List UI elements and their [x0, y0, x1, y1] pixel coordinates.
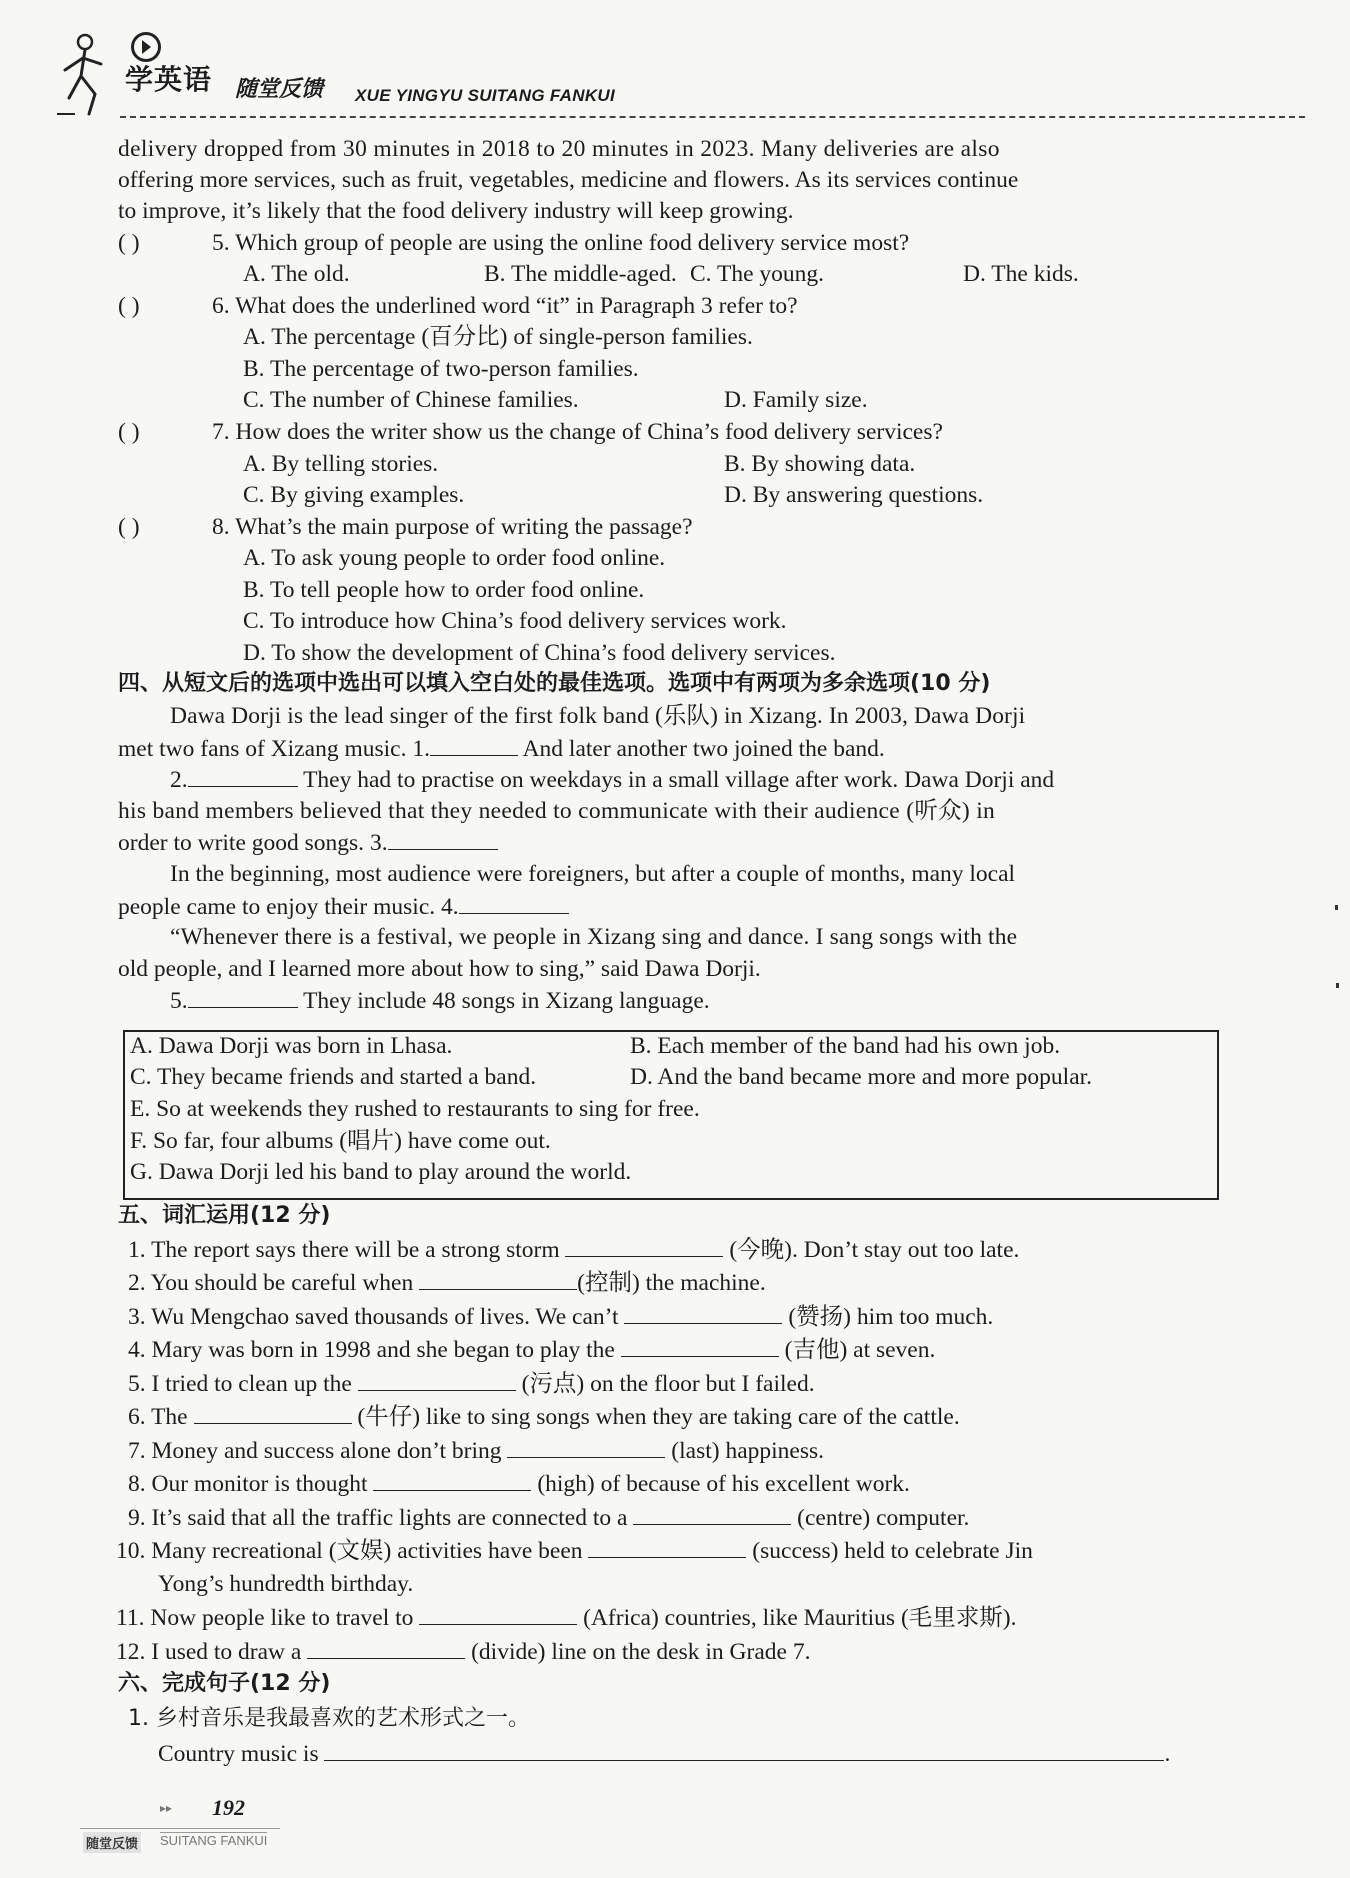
answer-blank[interactable]	[633, 1502, 791, 1525]
option: D. By answering questions.	[724, 482, 984, 508]
item-text: Now people like to travel to	[150, 1605, 414, 1631]
box-option: A. Dawa Dorji was born in Lhasa.	[130, 1033, 453, 1059]
item-text: (牛仔) like to sing songs when they are taking care of the cattle.	[357, 1404, 960, 1430]
item-text: (centre) computer.	[797, 1505, 970, 1531]
answer-paren[interactable]: ( )	[118, 230, 140, 256]
item-number: 4.	[128, 1337, 146, 1363]
section4-line-group	[118, 891, 569, 922]
passage-line: to improve, it’s likely that the food delivery industry will keep growing.	[118, 198, 794, 224]
footer-tag: 随堂反馈	[83, 1832, 141, 1853]
answer-blank[interactable]	[188, 764, 298, 787]
option: A. The old.	[243, 261, 350, 287]
item-text: (控制) the machine.	[577, 1270, 766, 1296]
section4-line: Dawa Dorji is the lead singer of the first folk band (乐队) in Xizang. In 2003, Dawa Dorji	[170, 703, 1026, 729]
item-text: Mary was born in 1998 and she began to play the	[151, 1337, 615, 1363]
item-text: Wu Mengchao saved thousands of lives. We can’t	[151, 1304, 619, 1330]
item-text: (今晚). Don’t stay out too late.	[729, 1237, 1020, 1263]
blank-number: 2.	[170, 767, 188, 793]
item-text: Money and success alone don’t bring	[151, 1438, 502, 1464]
section4-line: They had to practise on weekdays in a small village after work. Dawa Dorji and	[303, 767, 1055, 793]
item-text-cn: 1. 乡村音乐是我最喜欢的艺术形式之一。	[128, 1706, 530, 1731]
item-text: (吉他) at seven.	[784, 1337, 936, 1363]
footer-subtitle: SUITANG FANKUI	[160, 1833, 268, 1848]
box-option: D. And the band became more and more popular.	[630, 1064, 1093, 1090]
blank-number: 4.	[441, 894, 459, 920]
box-option: G. Dawa Dorji led his band to play around the world.	[130, 1159, 632, 1185]
option: A. To ask young people to order food online.	[243, 545, 666, 571]
header-title-cn: 学英语	[125, 63, 213, 96]
answer-paren[interactable]: ( )	[118, 293, 140, 319]
section4-line-group	[170, 764, 1054, 795]
item-number: 5.	[128, 1371, 146, 1397]
item-number: 1.	[128, 1237, 146, 1263]
answer-blank[interactable]	[419, 1602, 577, 1625]
answer-blank[interactable]	[419, 1267, 577, 1290]
section-title: 五、词汇运用(12 分)	[118, 1203, 331, 1228]
section4-line-group	[118, 733, 885, 764]
header-divider	[120, 116, 1305, 118]
item-text: (success) held to celebrate Jin	[752, 1538, 1033, 1564]
box-option: B. Each member of the band had his own job.	[630, 1033, 1061, 1059]
answer-paren[interactable]: ( )	[118, 419, 140, 445]
item-text: Country music is	[158, 1741, 319, 1767]
section4-line: “Whenever there is a festival, we people in Xizang sing and dance. I sang songs with the	[170, 924, 1018, 950]
item-text: (赞扬) him too much.	[788, 1304, 994, 1330]
runner-logo-icon	[55, 28, 125, 118]
section4-line: They include 48 songs in Xizang language.	[303, 988, 710, 1014]
question-stem: 5. Which group of people are using the online food delivery service most?	[212, 230, 910, 256]
header-subtitle-cn: 随堂反馈	[235, 77, 324, 102]
item-number: 11.	[116, 1605, 145, 1631]
item-number: 2.	[128, 1270, 146, 1296]
section4-line-group	[118, 827, 498, 858]
answer-paren[interactable]: ( )	[118, 514, 140, 540]
section-title: 六、完成句子(12 分)	[118, 1671, 331, 1696]
option: B. The middle-aged.	[484, 261, 677, 287]
item-text: (Africa) countries, like Mauritius (毛里求斯).	[583, 1605, 1017, 1631]
answer-blank[interactable]	[507, 1435, 665, 1458]
scan-mark	[1335, 905, 1338, 910]
box-option: C. They became friends and started a band.	[130, 1064, 537, 1090]
page-header	[55, 20, 1305, 120]
footer-rule	[80, 1828, 280, 1829]
item-number: 8.	[128, 1471, 146, 1497]
option: D. The kids.	[963, 261, 1079, 287]
option: D. To show the development of China’s food delivery services.	[243, 640, 836, 666]
option: B. The percentage of two-person families.	[243, 356, 639, 382]
answer-blank[interactable]	[188, 985, 298, 1008]
section4-line: people came to enjoy their music.	[118, 894, 436, 920]
item-text: The report says there will be a strong storm	[151, 1237, 560, 1263]
option: B. To tell people how to order food online.	[243, 577, 645, 603]
option: A. The percentage (百分比) of single-person families.	[243, 324, 753, 350]
blank-number: 3.	[369, 830, 388, 856]
blank-number: 1.	[412, 736, 430, 762]
item-number: 12.	[116, 1639, 146, 1665]
section-title: 四、从短文后的选项中选出可以填入空白处的最佳选项。选项中有两项为多余选项(10 分)	[118, 671, 991, 696]
answer-blank[interactable]	[459, 891, 569, 914]
item-text: (污点) on the floor but I failed.	[521, 1371, 815, 1397]
answer-blank[interactable]	[307, 1636, 465, 1659]
footer-arrow-icon: ▸▸	[160, 1801, 173, 1815]
box-option: F. So far, four albums (唱片) have come out.	[130, 1128, 551, 1154]
item-text: It’s said that all the traffic lights are connected to a	[151, 1505, 628, 1531]
answer-blank[interactable]	[388, 827, 498, 850]
passage-line: offering more services, such as fruit, vegetables, medicine and flowers. As its services continue	[118, 167, 1019, 193]
item-number: 9.	[128, 1505, 146, 1531]
item-text: You should be careful when	[150, 1270, 414, 1296]
option: D. Family size.	[724, 387, 868, 413]
item-end: .	[1164, 1741, 1171, 1767]
section4-line-group	[170, 985, 710, 1016]
answer-blank[interactable]	[194, 1401, 352, 1424]
item-text: Yong’s hundredth birthday.	[158, 1571, 414, 1597]
item-text: I tried to clean up the	[151, 1371, 352, 1397]
option: B. By showing data.	[724, 451, 916, 477]
option: C. By giving examples.	[243, 482, 465, 508]
option: A. By telling stories.	[243, 451, 439, 477]
item-number: 3.	[128, 1304, 146, 1330]
box-option: E. So at weekends they rushed to restaurants to sing for free.	[130, 1096, 700, 1122]
answer-blank[interactable]	[358, 1368, 516, 1391]
section4-line: And later another two joined the band.	[522, 736, 885, 762]
item-text: I used to draw a	[151, 1639, 302, 1665]
question-stem: 6. What does the underlined word “it” in Paragraph 3 refer to?	[212, 293, 798, 319]
answer-blank[interactable]	[430, 733, 518, 756]
section4-line: old people, and I learned more about how to sing,” said Dawa Dorji.	[118, 956, 761, 982]
question-stem: 7. How does the writer show us the change of China’s food delivery services?	[212, 419, 943, 445]
answer-blank[interactable]	[621, 1334, 779, 1357]
item-number: 10.	[116, 1538, 146, 1564]
section4-line: his band members believed that they needed to communicate with their audience (听众) in	[118, 798, 996, 824]
page-number: 192	[212, 1795, 245, 1820]
header-title-en: XUE YINGYU SUITANG FANKUI	[355, 86, 616, 105]
answer-blank[interactable]	[565, 1234, 723, 1257]
item-text: Our monitor is thought	[151, 1471, 368, 1497]
passage-line: delivery dropped from 30 minutes in 2018 to 20 minutes in 2023. Many deliveries are also	[118, 136, 1000, 162]
item-text: (divide) line on the desk in Grade 7.	[471, 1639, 811, 1665]
option: C. To introduce how China’s food delivery services work.	[243, 608, 787, 634]
item-number: 6.	[128, 1404, 146, 1430]
section4-line: met two fans of Xizang music.	[118, 736, 407, 762]
question-stem: 8. What’s the main purpose of writing the passage?	[212, 514, 693, 540]
item-text: The	[151, 1404, 188, 1430]
item-text: (last) happiness.	[671, 1438, 825, 1464]
option: C. The number of Chinese families.	[243, 387, 579, 413]
item-text: (high) of because of his excellent work.	[537, 1471, 910, 1497]
blank-number: 5.	[170, 988, 188, 1014]
option: C. The young.	[690, 261, 825, 287]
item-text: Many recreational (文娱) activities have been	[151, 1538, 583, 1564]
section4-line: In the beginning, most audience were foreigners, but after a couple of months, many local	[170, 861, 1016, 887]
scan-mark	[1336, 983, 1339, 988]
section4-line: order to write good songs.	[118, 830, 365, 856]
answer-blank[interactable]	[624, 1301, 782, 1324]
answer-blank[interactable]	[373, 1468, 531, 1491]
answer-blank[interactable]	[324, 1738, 1164, 1761]
answer-blank[interactable]	[588, 1535, 746, 1558]
item-number: 7.	[128, 1438, 146, 1464]
